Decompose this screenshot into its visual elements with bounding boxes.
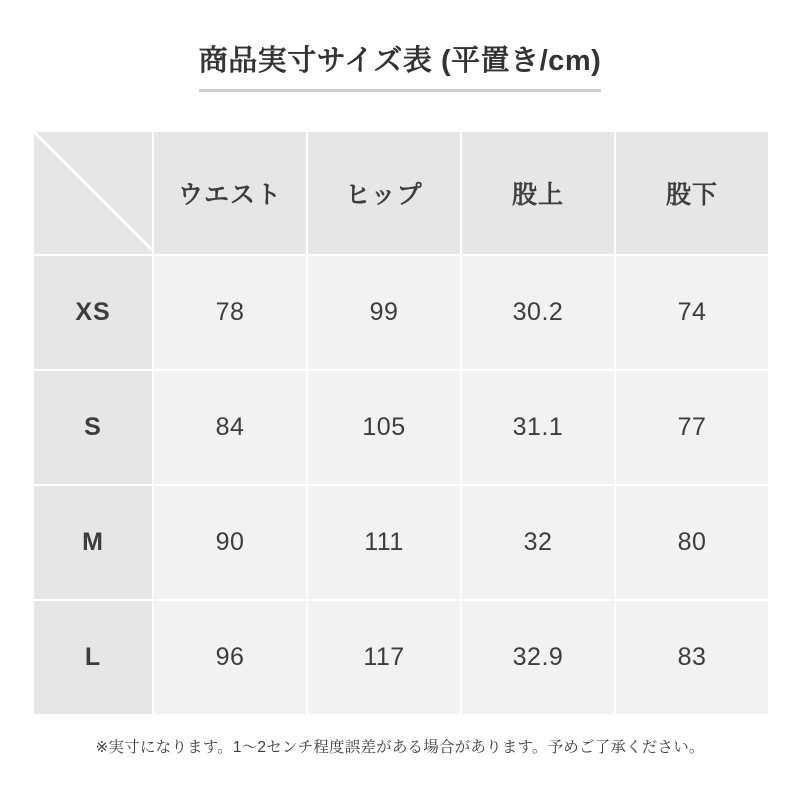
cell-s-rise: 31.1 xyxy=(461,370,615,485)
column-header-waist: ウエスト xyxy=(153,131,307,255)
row-label-s: S xyxy=(33,370,153,485)
cell-xs-rise: 30.2 xyxy=(461,255,615,370)
cell-xs-waist: 78 xyxy=(153,255,307,370)
cell-xs-inseam: 74 xyxy=(615,255,769,370)
row-label-xs: XS xyxy=(33,255,153,370)
size-table xyxy=(32,130,770,716)
table-corner-cell xyxy=(33,131,153,255)
column-header-inseam: 股下 xyxy=(615,131,769,255)
page-title: 商品実寸サイズ表 (平置き/cm) xyxy=(199,44,602,92)
table-row xyxy=(33,600,769,715)
cell-l-rise: 32.9 xyxy=(461,600,615,715)
cell-s-hip: 105 xyxy=(307,370,461,485)
table-row xyxy=(33,255,769,370)
diagonal-divider-icon xyxy=(34,132,152,250)
page-title-wrap xyxy=(0,44,800,92)
table-row xyxy=(33,370,769,485)
row-label-l: L xyxy=(33,600,153,715)
table-header xyxy=(33,131,769,255)
column-header-hip: ヒップ xyxy=(307,131,461,255)
cell-s-inseam: 77 xyxy=(615,370,769,485)
size-table-wrap xyxy=(32,130,768,716)
cell-l-waist: 96 xyxy=(153,600,307,715)
cell-m-waist: 90 xyxy=(153,485,307,600)
table-header-row xyxy=(33,131,769,255)
cell-s-waist: 84 xyxy=(153,370,307,485)
cell-m-inseam: 80 xyxy=(615,485,769,600)
table-row xyxy=(33,485,769,600)
cell-m-hip: 111 xyxy=(307,485,461,600)
table-body xyxy=(33,255,769,715)
cell-l-hip: 117 xyxy=(307,600,461,715)
cell-xs-hip: 99 xyxy=(307,255,461,370)
column-header-rise: 股上 xyxy=(461,131,615,255)
row-label-m: M xyxy=(33,485,153,600)
cell-m-rise: 32 xyxy=(461,485,615,600)
cell-l-inseam: 83 xyxy=(615,600,769,715)
disclaimer-note: ※実寸になります。1〜2センチ程度誤差がある場合があります。予めご了承ください。 xyxy=(95,739,705,756)
